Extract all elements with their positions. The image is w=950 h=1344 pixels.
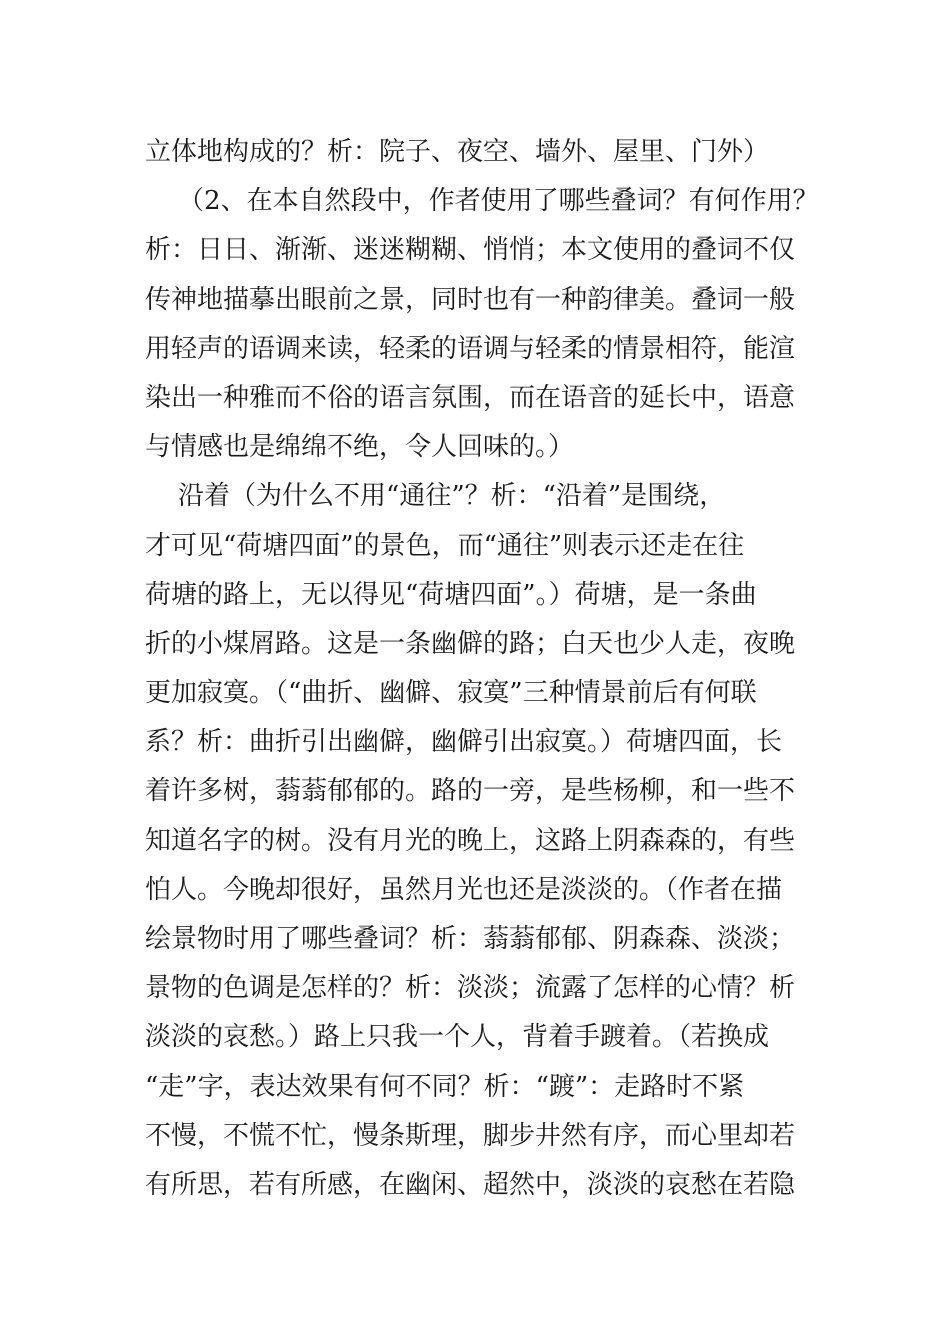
text-line: 用轻声的语调来读，轻柔的语调与轻柔的情景相符，能渲 <box>145 333 796 364</box>
text-line: 传神地描摹出眼前之景，同时也有一种韵律美。叠词一般 <box>145 284 796 315</box>
text-line: 怕人。今晚却很好，虽然月光也还是淡淡的。（作者在描 <box>145 874 783 905</box>
text-line: 析：日日、渐渐、迷迷糊糊、悄悄；本文使用的叠词不仅 <box>145 235 796 266</box>
text-line: “走”字，表达效果有何不同？析：“踱”：走路时不紧 <box>145 1071 745 1102</box>
text-line: 荷塘的路上，无以得见“荷塘四面”。）荷塘，是一条曲 <box>145 579 757 610</box>
text-line: 更加寂寞。（“曲折、幽僻、寂寞”三种情景前后有何联 <box>145 678 757 709</box>
text-line: 淡淡的哀愁。）路上只我一个人，背着手踱着。（若换成 <box>145 1022 770 1053</box>
text-line: 着许多树，蓊蓊郁郁的。路的一旁，是些杨柳，和一些不 <box>145 776 796 807</box>
text-line: 立体地构成的？析：院子、夜空、墙外、屋里、门外） <box>145 137 770 167</box>
text-line: 染出一种雅而不俗的语言氛围，而在语音的延长中，语意 <box>145 382 796 413</box>
text-line: 知道名字的树。没有月光的晚上，这路上阴森森的，有些 <box>145 825 796 856</box>
text-line: 沿着（为什么不用“通往”？析：“沿着”是围绕， <box>145 481 726 512</box>
body-text <box>145 128 825 1210</box>
text-line: 才可见“荷塘四面”的景色，而“通往”则表示还走在往 <box>145 530 745 561</box>
text-line: 绘景物时用了哪些叠词？析：蓊蓊郁郁、阴森森、淡淡； <box>145 924 796 954</box>
text-line: 与情感也是绵绵不绝，令人回味的。） <box>145 432 575 463</box>
text-line: （2、在本自然段中，作者使用了哪些叠词？有何作用？ <box>145 186 819 217</box>
text-line: 有所思，若有所感，在幽闲、超然中，淡淡的哀愁在若隐 <box>145 1169 796 1200</box>
text-line: 不慢，不慌不忙，慢条斯理，脚步井然有序，而心里却若 <box>145 1120 796 1151</box>
text-line: 景物的色调是怎样的？析：淡淡；流露了怎样的心情？析 <box>145 973 796 1004</box>
text-line: 折的小煤屑路。这是一条幽僻的路；白天也少人走，夜晚 <box>145 628 796 659</box>
text-line: 系？析：曲折引出幽僻，幽僻引出寂寞。）荷塘四面，长 <box>145 727 783 758</box>
